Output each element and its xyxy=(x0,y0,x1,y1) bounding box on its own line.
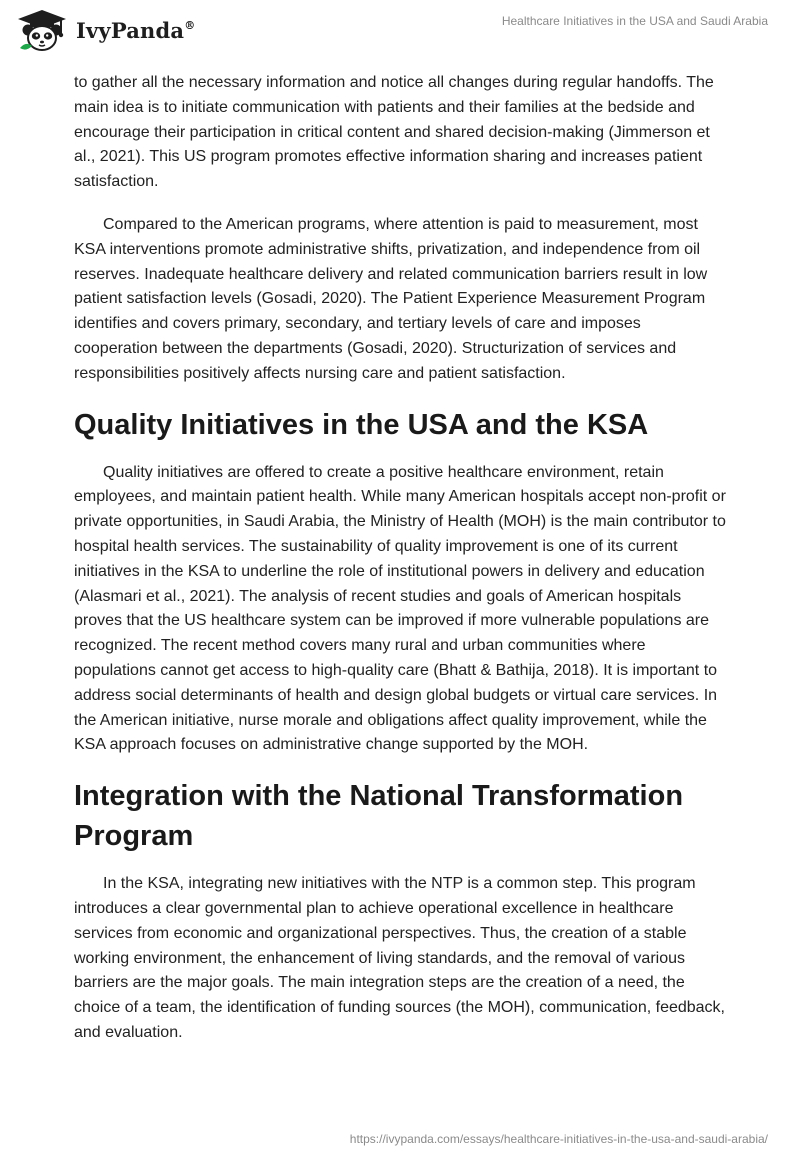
panda-graduate-icon xyxy=(14,8,70,52)
brand-name: IvyPanda® xyxy=(76,17,196,43)
paragraph-4: In the KSA, integrating new initiatives with the NTP is a common step. This program introduces a clear governmental plan to achieve operational excellence in healthcare services from economic and organizational perspectives. Thus, the creation of a stable working environment, the enhancement of living standards, and the removal of various barriers are the major goals. The main integration steps are the creation of a need, the choice of a team, the identification of funding sources (the MOH), communication, feedback, and evaluation. xyxy=(74,875,725,1041)
section-heading-integration: Integration with the National Transformation Program xyxy=(74,780,684,853)
source-url[interactable]: https://ivypanda.com/essays/healthcare-initiatives-in-the-usa-and-saudi-arabia/ xyxy=(349,1132,768,1146)
page-header xyxy=(0,0,800,70)
ivypanda-logo[interactable] xyxy=(14,8,195,52)
paragraph-1: to gather all the necessary information and notice all changes during regular handoffs. The main idea is to initiate communication with patients and their families at the bedside and encourage their participation in critical content and shared decision-making (Jimmerson et al., 2021). This US program promotes effective information sharing and increases patient satisfaction. xyxy=(74,74,714,191)
essay-body xyxy=(74,71,726,1064)
paragraph-2: Compared to the American programs, where attention is paid to measurement, most KSA interventions promote administrative shifts, privatization, and independence from oil reserves. Inadequate healthcare delivery and related communication barriers result in low patient satisfaction levels (Gosadi, 2020). The Patient Experience Measurement Program identifies and covers primary, secondary, and tertiary levels of care and imposes cooperation between the departments (Gosadi, 2020). Structurization of services and responsibilities positively affects nursing care and patient satisfaction. xyxy=(74,215,708,382)
header-document-title: Healthcare Initiatives in the USA and Saudi Arabia xyxy=(501,14,768,28)
paragraph-3: Quality initiatives are offered to create a positive healthcare environment, retain employees, and maintain patient health. While many American hospitals accept non-profit or private opportunities, in Saudi Arabia, the Ministry of Health (MOH) is the main contributor to hospital health services. The sustainability of quality improvement is one of its current initiatives in the KSA to underline the role of institutional powers in delivery and education (Alasmari et al., 2021). The analysis of recent studies and goals of American hospitals proves that the US healthcare system can be improved if more vulnerable populations are recognized. The recent method covers many rural and urban communities where populations cannot get access to high-quality care (Bhatt & Bathija, 2018). It is important to address social determinants of health and design global budgets or virtual care services. In the American initiative, nurse morale and obligations affect quality improvement, while the KSA approach focuses on administrative change supported by the MOH. xyxy=(74,463,726,754)
section-heading-quality: Quality Initiatives in the USA and the KSA xyxy=(74,408,649,441)
